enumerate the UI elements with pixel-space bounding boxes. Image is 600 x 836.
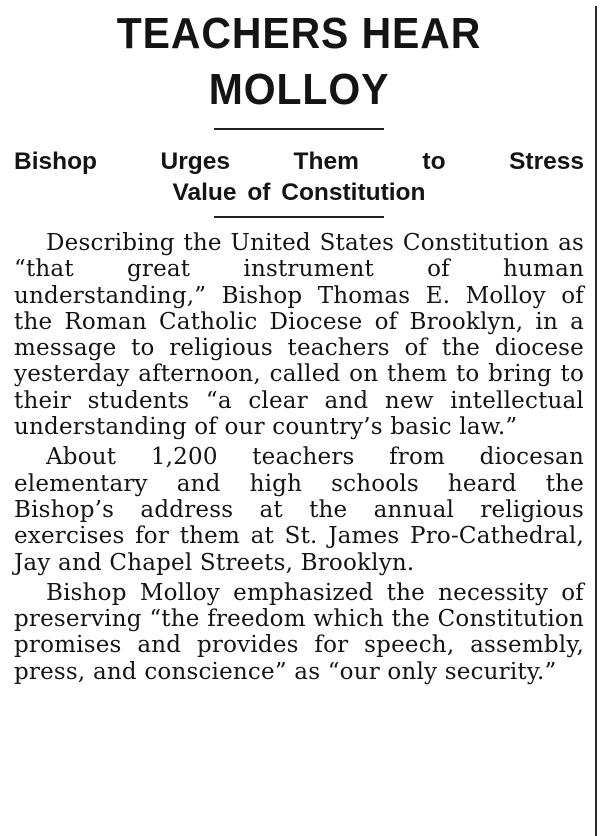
paragraph-3: Bishop Molloy emphasized the necessity of preserving “the freedom which the Constitution promises and provides for speech, assembly, press, and conscience” as “our only security.” <box>14 579 584 685</box>
headline-divider <box>214 128 384 130</box>
headline: TEACHERS HEAR MOLLOY <box>116 9 482 114</box>
paragraph-1: Describing the United States Constitution as “that great instrument of human understanding,” Bishop Thomas E. Molloy of the Roman Catholic Diocese of Brooklyn, in a message to religious teachers of the diocese yesterday afternoon, called on them to bring to their students “a clear and new intellectual understanding of our country’s basic law.” <box>14 230 584 441</box>
article-body <box>14 230 584 685</box>
subheadline-line-2: Value of Constitution <box>172 179 426 206</box>
subheadline <box>14 146 584 208</box>
newspaper-clipping <box>0 6 600 836</box>
paragraph-2: About 1,200 teachers from diocesan elementary and high schools heard the Bishop’s address at the annual religious exercises for them at St. James Pro-Cathedral, Jay and Chapel Streets, Brooklyn. <box>14 444 584 576</box>
column-edge-rule <box>595 6 597 836</box>
subheadline-line-1: Bishop Urges Them to Stress <box>14 148 584 175</box>
subheadline-divider <box>214 216 384 218</box>
